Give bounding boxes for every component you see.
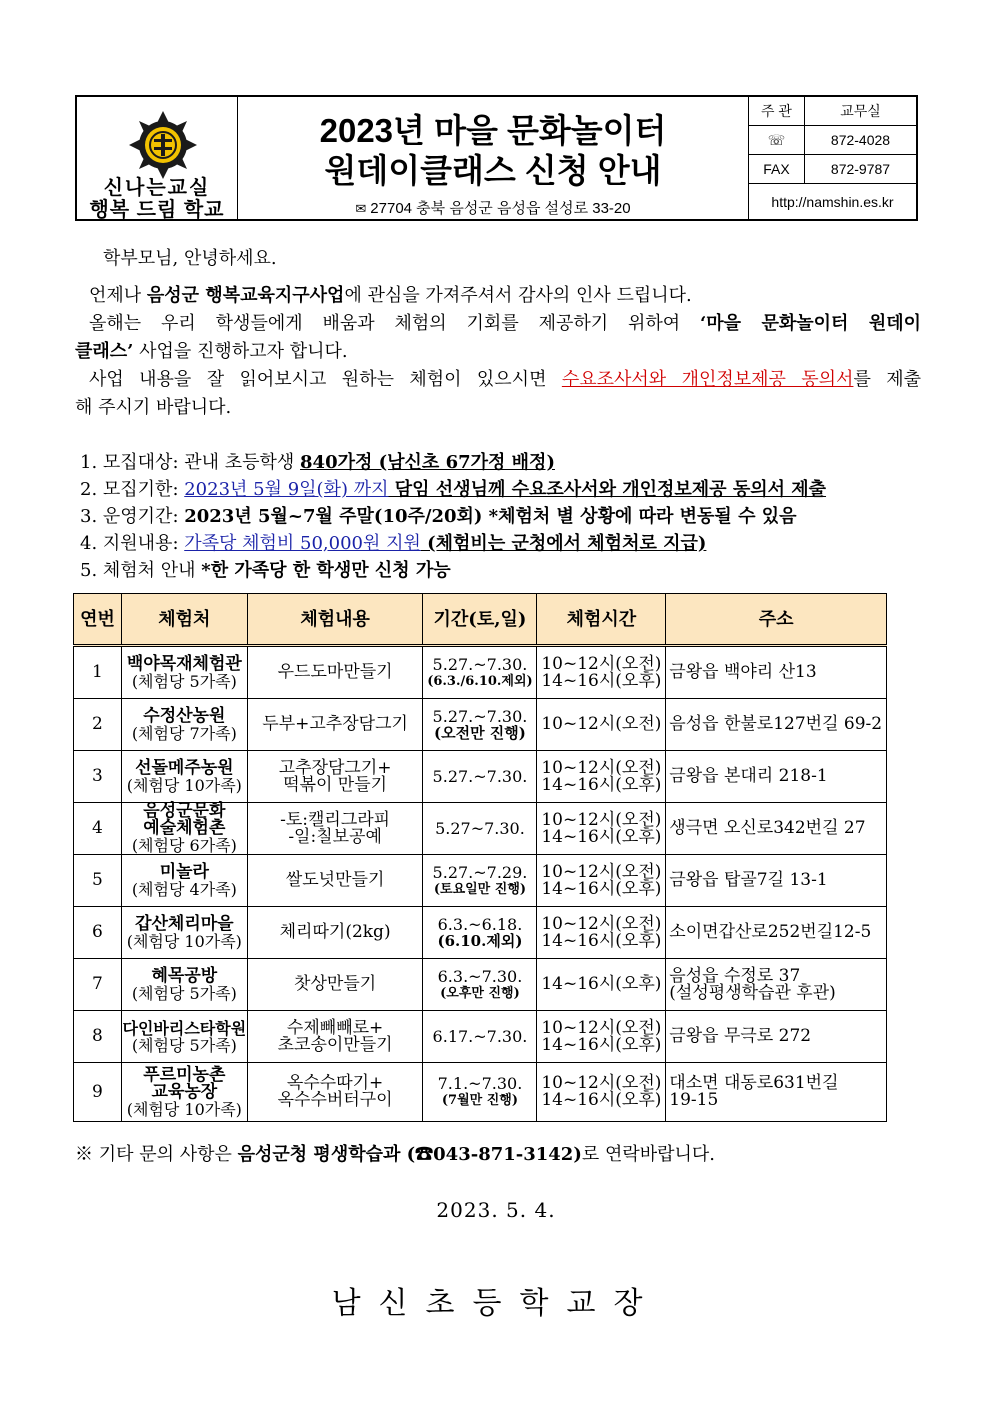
period-text: 5.27.~7.30. [432,767,528,786]
address-cell [666,1063,887,1122]
period-text: 6.17.~7.30. [432,1027,528,1046]
time-text: 10~12시(오전) [541,913,662,934]
period-note: (오전만 진행) [434,723,526,742]
emphasis-text: (체험비는 군청에서 체험처로 지급) [420,533,707,554]
address-text: 금왕읍 백야리 산13 [669,662,817,682]
info-value: 872-4028 [830,132,891,148]
content-text: 찻상만들기 [294,974,377,994]
period-text: 5.27~7.30. [435,819,525,838]
time-text: 14~16시(오후) [541,878,662,899]
content-cell [247,1063,423,1122]
text: 사업을 진행하고자 합니다. [133,341,348,362]
table-row [74,855,887,907]
address-cell [666,699,887,751]
period-cell [423,646,537,699]
school-website-link[interactable]: http://namshin.es.kr [771,194,894,210]
row-number: 5 [74,855,122,907]
place-name: 갑산체리마을 [135,913,234,934]
text: 1. 모집대상: 관내 초등학생 [80,452,301,473]
info-value: 872-9787 [830,161,891,177]
place-name: 혜목공방 [151,965,218,986]
info-label: FAX [749,155,805,183]
paragraph-2-line2 [75,338,921,366]
row-number: 3 [74,751,122,803]
time-text: 10~12시(오전) [541,809,662,830]
experience-table [73,593,887,1122]
address-text: 음성읍 수정로 37 [669,965,801,986]
content-cell [247,699,423,751]
time-text: 14~16시(오후) [541,774,662,795]
content-cell [247,907,423,959]
capacity: (체험당 5가족) [131,671,237,691]
period-cell [423,751,537,803]
period-text: 6.3.~6.18. [437,914,523,934]
capacity: (체험당 7가족) [131,723,237,743]
time-text: 10~12시(오전) [541,714,662,734]
address-text: 음성읍 한불로127번길 69-2 [669,714,883,734]
period-text: 5.27.~7.30. [432,654,528,674]
period-cell [423,1063,537,1122]
capacity: (체험당 6가족) [131,836,237,855]
capacity: (체험당 10가족) [126,1099,242,1119]
place-cell [121,1011,247,1063]
text: 로 연락바랍니다. [581,1144,716,1165]
place-cell [121,751,247,803]
info-row-dept [749,97,916,126]
text: 에 관심을 가져주셔서 감사의 인사 드립니다. [344,285,692,306]
period-cell [423,959,537,1011]
period-cell [423,699,537,751]
period-note: (7월만 진행) [441,1093,519,1108]
paragraph-2-line1 [75,310,921,338]
place-name: 백야목재체험관 [126,653,242,674]
table-row [74,959,887,1011]
title-block [238,97,749,219]
text: 4. 지원내용: [80,533,185,554]
column-header: 체험처 [121,594,247,646]
content-text: 수제빼빼로+ [286,1017,384,1038]
period-note: (6.3./6.10.제외) [427,673,533,689]
time-cell [537,803,666,855]
column-header: 체험시간 [537,594,666,646]
emphasis-text: 담임 선생님께 수요조사서와 개인정보제공 동의서 제출 [388,479,827,500]
row-number: 6 [74,907,122,959]
list-item-period [80,503,826,530]
content-text: -일:칠보공예 [288,826,382,847]
row-number: 8 [74,1011,122,1063]
time-text: 14~16시(오후) [541,826,662,847]
place-name: 푸르미농촌 [143,1064,226,1085]
address-cell [666,855,887,907]
address-cell [666,907,887,959]
paragraph-1 [75,282,921,310]
place-name: 예술체험촌 [143,818,226,838]
address-text: 소이면갑산로252번길12-5 [669,922,872,942]
school-slogan-line1: 신나는교실 [103,177,211,199]
period-text: 7.1.~7.30. [437,1074,523,1093]
time-text: 14~16시(오후) [541,1034,662,1055]
highlight-text: 2023년 5월 9일(화) 까지 [184,479,389,500]
address-text: 금왕읍 무극로 272 [669,1026,812,1046]
emphasis-text: 840가정 (남신초 67가정 배정) [300,452,555,473]
info-label: 주 관 [749,97,805,125]
time-text: 14~16시(오후) [541,670,662,691]
table-row [74,751,887,803]
address-cell [666,803,887,855]
page-title-line1: 2023년 마을 문화놀이터 [319,112,667,149]
list-item-deadline [80,476,826,503]
emphasis-text: *한 가족당 한 학생만 신청 가능 [201,560,451,581]
capacity: (체험당 10가족) [126,931,242,951]
period-note: (6.10.제외) [437,931,523,950]
phone-icon: ☏ [749,126,805,154]
emphasis-text: 클래스’ [75,341,134,362]
text: 3. 운영기간: [80,506,185,527]
emphasis-text: 음성군청 평생학습과 (☎043-871-3142) [237,1144,582,1165]
place-name: 교육농장 [151,1081,218,1102]
table-row [74,646,887,699]
text: 언제나 [89,285,147,306]
column-header: 기간(토,일) [423,594,537,646]
time-text: 14~16시(오후) [541,1090,662,1110]
content-text: -토:캘리그라피 [280,809,391,830]
address-text: 생극면 오신로342번길 27 [669,818,866,838]
address-text: 27704 충북 음성군 음성읍 설성로 33-20 [370,200,631,217]
capacity: (체험당 5가족) [131,983,237,1003]
row-number: 1 [74,646,122,699]
address-cell [666,646,887,699]
row-number: 4 [74,803,122,855]
paragraph-3-line1 [75,366,921,394]
row-number: 7 [74,959,122,1011]
place-cell [121,855,247,907]
time-cell [537,959,666,1011]
column-header: 연번 [74,594,122,646]
period-cell [423,803,537,855]
period-text: 5.27.~7.30. [432,706,528,726]
time-text: 10~12시(오전) [541,1017,662,1038]
list-item-support [80,530,826,557]
address-cell [666,1011,887,1063]
content-text: 떡볶이 만들기 [283,774,388,795]
highlight-text: 가족당 체험비 50,000원 지원 [184,533,421,554]
letterhead [75,95,918,221]
paragraph-3-line2: 해 주시기 바랍니다. [75,397,232,418]
emphasis-text: ‘마을 문화놀이터 원데이 [700,313,922,334]
info-row-fax [749,155,916,184]
list-item-target [80,449,826,476]
time-text: 10~12시(오전) [541,653,662,674]
time-cell [537,855,666,907]
column-header: 주소 [666,594,887,646]
table-row [74,699,887,751]
time-cell [537,751,666,803]
place-cell [121,803,247,855]
emphasis-text: 2023년 5월~7월 주말(10주/20회) *체험처 별 상황에 따라 변동될 수 있음 [184,506,797,527]
period-text: 5.27.~7.29. [432,862,528,882]
text: 5. 체험처 안내 [80,560,202,581]
table-row [74,803,887,855]
document-date: 2023. 5. 4. [436,1198,556,1222]
content-text: 두부+고추장담그기 [262,714,408,734]
highlight-text: 수요조사서와 개인정보제공 동의서 [561,369,854,390]
contact-info-block [749,97,916,219]
row-number: 2 [74,699,122,751]
time-text: 10~12시(오전) [541,1073,662,1093]
info-value: 교무실 [840,103,881,119]
time-cell [537,1063,666,1122]
address-cell [666,959,887,1011]
content-text: 옥수수따기+ [286,1073,384,1093]
place-name: 수정산농원 [143,705,226,726]
period-note: (토요일만 진행) [433,881,527,897]
place-name: 다인바리스타학원 [122,1018,247,1038]
place-name: 선돌메주농원 [135,757,234,778]
capacity: (체험당 4가족) [131,879,237,899]
content-text: 옥수수버터구이 [277,1090,393,1110]
column-header: 체험내용 [247,594,423,646]
table-row [74,1011,887,1063]
place-cell [121,959,247,1011]
text: 올해는 우리 학생들에게 배움과 체험의 기회를 제공하기 위하여 [89,313,701,334]
info-row-phone [749,126,916,155]
mail-icon: ✉ [355,201,367,216]
row-number: 9 [74,1063,122,1122]
capacity: (체험당 5가족) [131,1035,237,1055]
content-cell [247,803,423,855]
content-cell [247,751,423,803]
content-text: 체리따기(2kg) [279,922,391,942]
time-text: 10~12시(오전) [541,757,662,778]
period-note: (오후만 진행) [440,985,520,1001]
text: 를 제출 [853,369,922,390]
page-title-line2: 원데이클래스 신청 안내 [324,152,662,189]
school-slogan-line2: 행복 드림 학교 [89,199,225,221]
list-item-places [80,557,826,584]
greeting: 학부모님, 안녕하세요. [103,248,277,269]
place-cell [121,907,247,959]
address-text: 대소면 대동로631번길 [669,1073,839,1093]
content-text: 고추장담그기+ [278,757,392,778]
capacity: (체험당 10가족) [126,775,242,795]
address-text: (설성평생학습관 후관) [669,982,836,1003]
place-cell [121,1063,247,1122]
school-address [238,197,748,218]
time-cell [537,907,666,959]
time-cell [537,646,666,699]
content-text: 우드도마만들기 [277,662,393,682]
period-cell [423,855,537,907]
content-cell [247,959,423,1011]
address-cell [666,751,887,803]
place-cell [121,646,247,699]
contact-note [75,1140,715,1166]
place-cell [121,699,247,751]
place-name: 음성군문화 [143,801,226,821]
school-logo-block [77,97,238,219]
content-cell [247,855,423,907]
content-cell [247,1011,423,1063]
period-cell [423,907,537,959]
emphasis-text: 음성군 행복교육지구사업 [146,285,345,306]
text: 2. 모집기한: [80,479,185,500]
text: ※ 기타 문의 사항은 [75,1144,238,1165]
time-cell [537,699,666,751]
content-text: 쌀도넛만들기 [285,870,385,890]
info-list [80,449,826,584]
address-text: 금왕읍 본대리 218-1 [669,766,828,786]
time-cell [537,1011,666,1063]
period-cell [423,1011,537,1063]
place-name: 미놀라 [159,861,209,882]
content-text: 초코송이만들기 [277,1034,393,1055]
time-text: 10~12시(오전) [541,861,662,882]
time-text: 14~16시(오후) [541,974,662,994]
address-text: 19-15 [669,1090,719,1110]
table-row [74,907,887,959]
table-header-row [74,594,887,646]
time-text: 14~16시(오후) [541,930,662,951]
content-cell [247,646,423,699]
text: 사업 내용을 잘 읽어보시고 원하는 체험이 있으시면 [89,369,562,390]
address-text: 금왕읍 탑골7길 13-1 [669,870,828,890]
period-text: 6.3.~7.30. [437,966,523,986]
signer-name: 남신초등학교장 [331,1286,661,1321]
table-row [74,1063,887,1122]
